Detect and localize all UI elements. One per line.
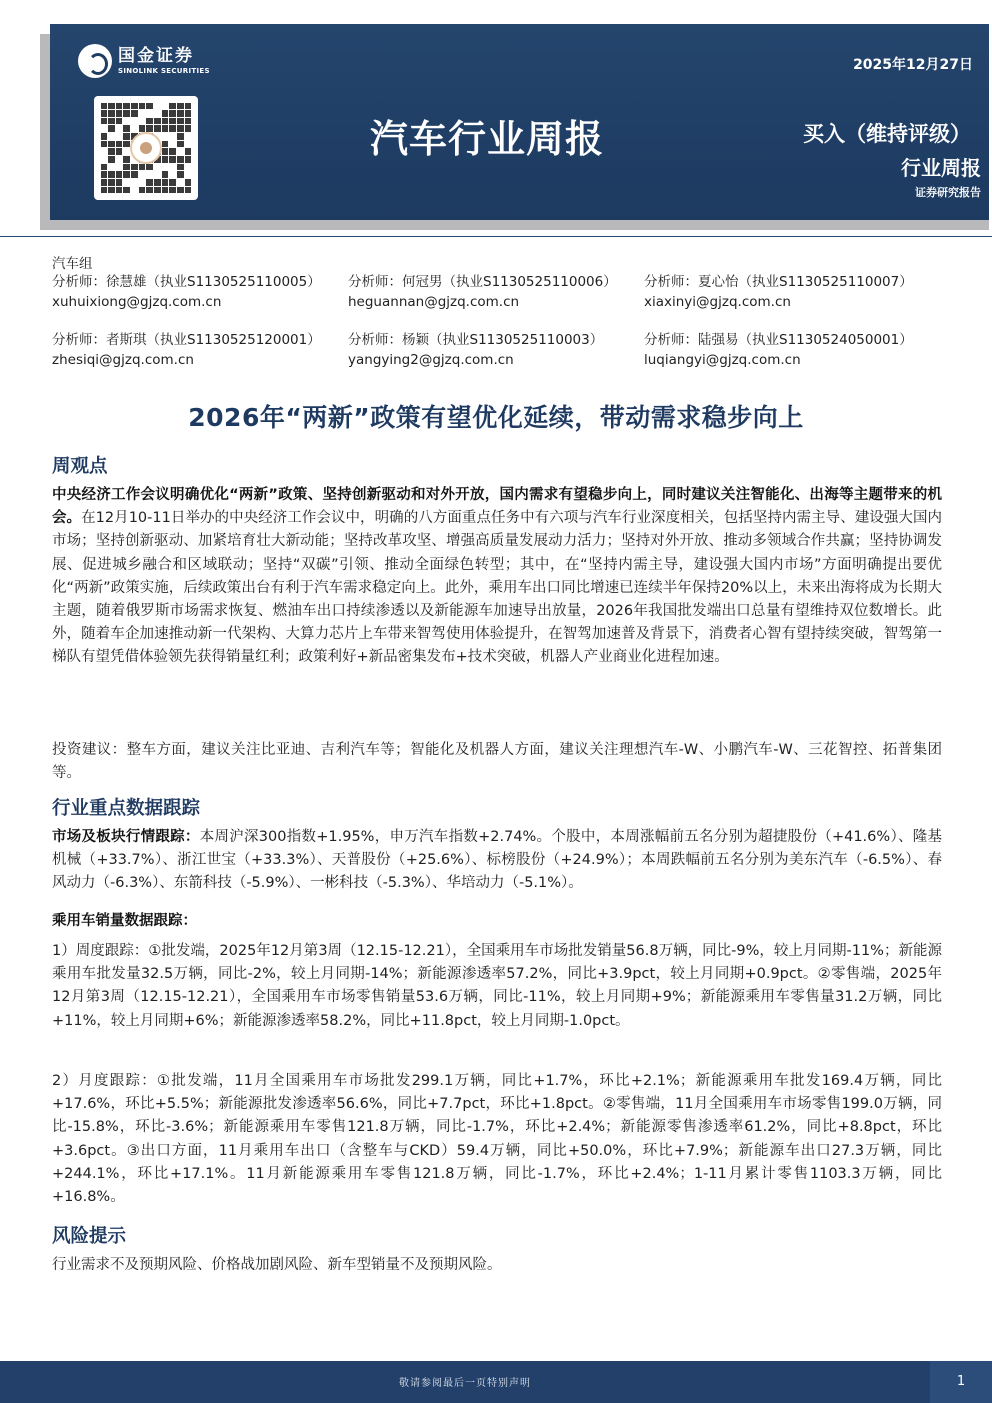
analyst-info: 分析师：陆强易（执业S1130524050001） [644,332,913,348]
market-lead: 市场及板块行情跟踪： [52,829,200,845]
section-title-risk: 风险提示 [52,1226,127,1247]
analyst-info: 分析师：夏心怡（执业S1130525110007） [644,274,913,290]
analyst-entry [644,330,944,370]
logo-icon [78,44,112,78]
analyst-info: 分析师：杨颖（执业S1130525110003） [348,332,604,348]
analyst-entry [348,330,644,370]
analyst-info: 分析师：者斯琪（执业S1130525120001） [52,332,321,348]
monthly-tracking: 2）月度跟踪：①批发端，11月全国乘用车市场批发299.1万辆，同比+1.7%，环比+2.1%；新能源乘用车批发169.4万辆，同比+17.6%，环比+5.5%；新能源批发渗透率56.6%，同比+7.7pct，环比+1.8pct。②零售端，11月全国乘用车市场零售199.0万辆，同比-15.8%，环比-3.6%；新能源乘用车零售121.8万辆，同比-1.7%，环比+2.4%；新能源零售渗透率61.2%，同比+8.8pct，环比+3.6pct。③出口方面，11月乘用车出口（含整车与CKD）59.4万辆，同比+50.0%，环比+7.9%；新能源车出口27.3万辆，同比+244.1%，环比+17.1%。11月新能源乘用车零售121.8万辆，同比-1.7%，环比+2.4%；1-11月累计零售1103.3万辆，同比+16.8%。 [52,1073,942,1206]
investment-advice: 投资建议：整车方面，建议关注比亚迪、吉利汽车等；智能化及机器人方面，建议关注理想汽车-W、小鹏汽车-W、三花智控、拓普集团等。 [52,742,942,782]
header-banner [50,24,989,220]
report-headline: 2026年“两新”政策有望优化延续，带动需求稳步向上 [188,403,804,432]
section-title-data: 行业重点数据跟踪 [52,798,201,819]
analyst-email: zhesiqi@gjzq.com.cn [52,352,194,368]
page-number: 1 [930,1361,992,1403]
analyst-list [52,272,952,370]
analyst-email: yangying2@gjzq.com.cn [348,352,514,368]
weekly-tracking: 1）周度跟踪：①批发端，2025年12月第3周（12.15-12.21），全国乘用车市场批发销量56.8万辆，同比-9%，较上月同期-11%；新能源乘用车批发量32.5万辆，同比-2%，较上月同期-14%；新能源渗透率57.2%，同比+3.9pct，较上月同期+0.9pct。②零售端，2025年12月第3周（12.15-12.21），全国乘用车市场零售销量53.6万辆，同比-11%，较上月同期+9%；新能源乘用车零售量31.2万辆，同比+11%，较上月同期+6%；新能源渗透率58.2%，同比+11.8pct，较上月同期-1.0pct。 [52,943,942,1029]
analyst-entry [52,330,348,370]
risk-paragraph: 行业需求不及预期风险、价格战加剧风险、新车型销量不及预期风险。 [52,1257,502,1273]
page-footer [0,1361,992,1403]
brand-name-cn: 国金证券 [118,46,194,66]
analyst-entry [644,272,944,312]
report-class: 证券研究报告 [915,186,981,199]
team-group: 汽车组 [52,256,93,272]
header-divider [0,236,992,237]
analyst-email: luqiangyi@gjzq.com.cn [644,352,801,368]
section-title-view: 周观点 [52,456,108,477]
view-paragraph [52,484,942,670]
analyst-entry [52,272,348,312]
view-lead: 中央经济工作会议明确优化“两新”政策、坚持创新驱动和对外开放，国内需求有望稳步向上，同时建议关注智能化、出海等主题带来的机会。 [52,487,942,527]
report-type: 行业周报 [901,156,981,180]
market-body: 本周沪深300指数+1.95%，申万汽车指数+2.74%。个股中，本周涨幅前五名分别为超捷股份（+41.6%）、隆基机械（+33.7%）、浙江世宝（+33.3%）、天普股份（+25.6%）、标榜股份（+24.9%）；本周跌幅前五名分别为美东汽车（-6.5%）、春风动力（-6.3%）、东箭科技（-5.9%）、一彬科技（-5.3%）、华培动力（-5.1%）。 [52,829,942,892]
analyst-info: 分析师：何冠男（执业S1130525110006） [348,274,617,290]
view-body: 在12月10-11日举办的中央经济工作会议中，明确的八方面重点任务中有六项与汽车行业深度相关，包括坚持内需主导、建设强大国内市场；坚持创新驱动、加紧培育壮大新动能；坚持改革攻坚、增强高质量发展动力活力；坚持对外开放、推动多领域合作共赢；坚持协调发展、促进城乡融合和区域联动；坚持“双碳”引领、推动全面绿色转型；其中，在“坚持内需主导，建设强大国内市场”方面明确提出要优化“两新”政策实施，后续政策出台有利于汽车需求稳定向上。此外，乘用车出口同比增速已连续半年保持20%以上，未来出海将成为长期大主题，随着俄罗斯市场需求恢复、燃油车出口持续渗透以及新能源车加速导出放量，2026年我国批发端出口总量有望维持双位数增长。此外，随着车企加速推动新一代架构、大算力芯片上车带来智驾使用体验提升，在智驾加速普及背景下，消费者心智有望持续突破，智驾第一梯队有望凭借体验领先获得销量红利；政策利好+新品密集发布+技术突破，机器人产业商业化进程加速。 [52,510,942,666]
analyst-email: xiaxinyi@gjzq.com.cn [644,294,791,310]
qr-code-icon [94,96,198,200]
report-title: 汽车行业周报 [370,117,605,161]
sales-subtitle: 乘用车销量数据跟踪： [52,913,197,929]
analyst-entry [348,272,644,312]
disclaimer-notice: 敬请参阅最后一页特别声明 [399,1378,531,1389]
analyst-info: 分析师：徐慧雄（执业S1130525110005） [52,274,321,290]
market-paragraph [52,826,942,896]
rating-label: 买入（维持评级） [803,122,971,146]
report-date: 2025年12月27日 [853,57,973,73]
brand-name-en: SINOLINK SECURITIES [118,67,210,75]
analyst-email: heguannan@gjzq.com.cn [348,294,520,310]
brand-logo [78,44,210,78]
analyst-email: xuhuixiong@gjzq.com.cn [52,294,222,310]
